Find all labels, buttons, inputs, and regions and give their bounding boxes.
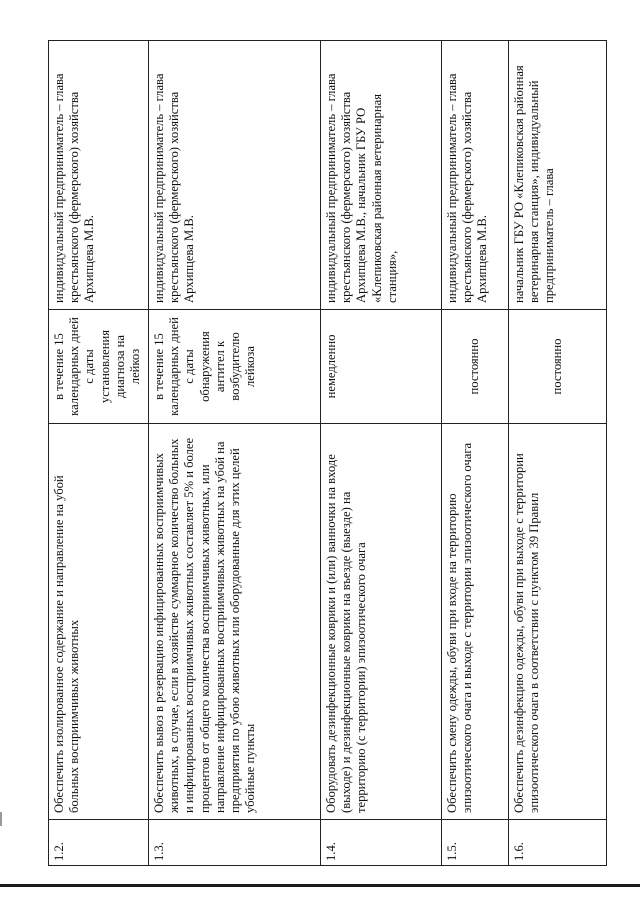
scan-edge-line	[0, 884, 640, 887]
table-row	[442, 41, 509, 866]
row-term: постоянно	[509, 310, 607, 424]
row-number: 1.4.	[321, 820, 442, 866]
row-term: в течение 15 календарных дней с даты обнаружения антител к возбудителю лейкоза	[149, 310, 321, 424]
row-action: Оборудовать дезинфекционные коврики и (или) ванночки на входе (выходе) и дезинфекционные коврики на въезде (выезде) на территорию (с территории) эпизоотического очага	[321, 424, 442, 820]
row-action: Обеспечить изолированное содержание и направление на убой больных восприимчивых животных	[49, 424, 149, 820]
row-responsible: индивидуальный предприниматель – глава крестьянского (фермерского) хозяйства Архипцева М.В.	[49, 41, 149, 310]
row-term: в течение 15 календарных дней с даты установления диагноза на лейкоз	[49, 310, 149, 424]
row-action: Обеспечить вывоз в резервацию инфицированных восприимчивых животных, в случае, если в хозяйстве суммарное количество больных и инфицированных восприимчивых животных составляет 5% и более процентов от общего количества восприимчивых животных, или направление инфицированных восприимчивых животных на убой на предприятия по убою животных или оборудованные для этих целей убойные пункты	[149, 424, 321, 820]
row-action: Обеспечить смену одежды, обуви при входе на территорию эпизоотического очага и выходе с территории эпизоотического очага	[442, 424, 509, 820]
table-row	[49, 41, 149, 866]
table-row	[149, 41, 321, 866]
row-number: 1.5.	[442, 820, 509, 866]
row-responsible: индивидуальный предприниматель – глава крестьянского (фермерского) хозяйства Архипцева М.В.	[442, 41, 509, 310]
row-responsible: начальник ГБУ РО «Клепиковская районная ветеринарная станция», индивидуальный предприниматель – глава	[509, 41, 607, 310]
row-number: 1.3.	[149, 820, 321, 866]
row-action: Обеспечить дезинфекцию одежды, обуви при выходе с территории эпизоотического очага в соответствии с пунктом 39 Правил	[509, 424, 607, 820]
row-number: 1.2.	[49, 820, 149, 866]
row-term: немедленно	[321, 310, 442, 424]
measures-table	[48, 40, 607, 866]
row-responsible: индивидуальный предприниматель – глава крестьянского (фермерского) хозяйства Архипцева М.В.	[149, 41, 321, 310]
scan-margin-mark	[0, 812, 2, 826]
row-term: постоянно	[442, 310, 509, 424]
rotated-page	[48, 41, 606, 866]
table-row	[321, 41, 442, 866]
row-responsible: индивидуальный предприниматель – глава крестьянского (фермерского) хозяйства Архипцева М.В., начальник ГБУ РО «Клепиковская районная ветеринарная станция»,	[321, 41, 442, 310]
row-number: 1.6.	[509, 820, 607, 866]
table-row	[509, 41, 607, 866]
